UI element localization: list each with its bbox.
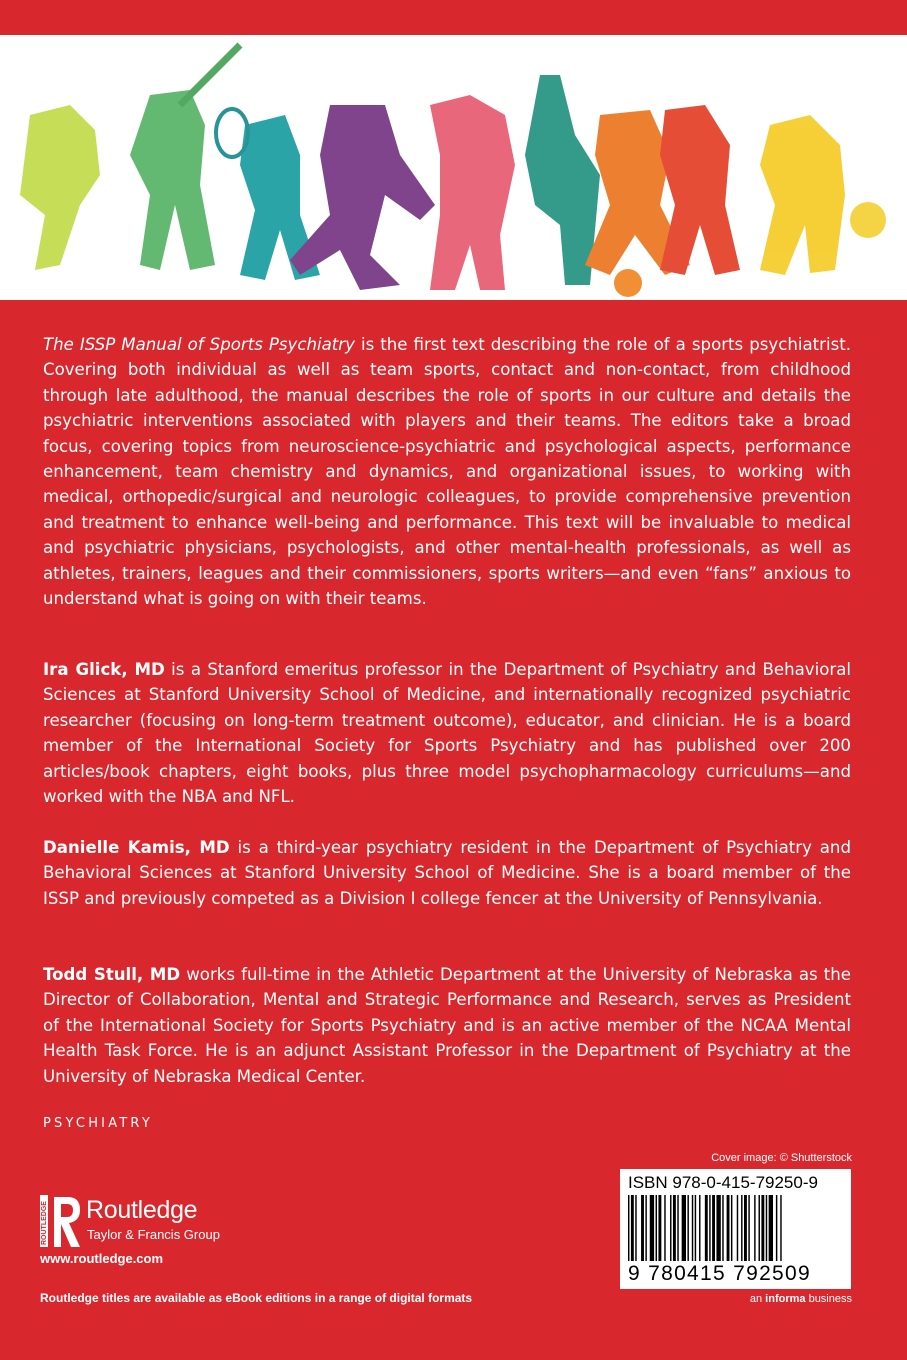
publisher-group: Taylor & Francis Group — [87, 1227, 220, 1242]
barcode-bar — [664, 1195, 665, 1261]
athletes-banner — [0, 35, 907, 300]
author-bio-stull — [43, 962, 851, 1089]
barcode-bar — [769, 1195, 773, 1261]
isbn-label: ISBN 978-0-415-79250-9 — [628, 1173, 818, 1192]
cover-image-credit: Cover image: © Shutterstock — [711, 1152, 852, 1164]
barcode-bar — [650, 1195, 654, 1261]
barcode-bar — [687, 1195, 688, 1261]
book-title: The ISSP Manual of Sports Psychiatry — [43, 335, 355, 354]
barcode-bar — [727, 1195, 730, 1261]
barcode-bar — [754, 1195, 755, 1261]
barcode-bar — [695, 1195, 696, 1261]
informa-prefix: an — [749, 1293, 766, 1305]
barcode-bar — [709, 1195, 710, 1261]
informa-brand: informa — [765, 1293, 806, 1305]
barcode-bar — [658, 1195, 661, 1261]
ebook-availability-note: Routledge titles are available as eBook editions in a range of digital formats — [40, 1291, 473, 1305]
barcode-bar — [741, 1195, 742, 1261]
barcode-bar — [731, 1195, 732, 1261]
barcode-bar — [776, 1195, 777, 1261]
book-description — [43, 332, 851, 611]
author-name: Todd Stull, MD — [43, 965, 181, 984]
barcode-bar — [716, 1195, 720, 1261]
author-bio-kamis — [43, 835, 851, 911]
author-bio-text: works full-time in the Athletic Department at the University of Nebraska as the Director of Collaboration, Mental and Strategic Performance and Research, serves as President of the International Society for Sports Psychiatry and is an active member of the NCAA Mental Health Task Force. He is an adjunct Assistant Professor in the Department of Psychiatry at the University of Nebraska Medical Center. — [43, 965, 851, 1086]
subject-category: PSYCHIATRY — [43, 1116, 153, 1131]
barcode-bar — [677, 1195, 678, 1261]
barcode-bar — [705, 1195, 708, 1261]
isbn-barcode-box — [620, 1169, 851, 1289]
athletes-silhouettes-icon — [0, 35, 907, 300]
barcode-bar — [656, 1195, 657, 1261]
author-name: Ira Glick, MD — [43, 660, 165, 679]
barcode-bar — [682, 1195, 686, 1261]
barcode-bar — [628, 1195, 629, 1261]
author-bio-text: is a Stanford emeritus professor in the Department of Psychiatry and Behavioral Sciences at Stanford University School of Medicine, and internationally recognized psychiatric researcher (focusing on long-term treatment outcome), educator, and clinician. He is a board member of the International Society for Sports Psychiatry and has published over 200 articles/book chapters, eight books, plus three model psychopharmacology curriculums—and worked with the NBA and NFL. — [43, 660, 851, 807]
author-bio-glick — [43, 657, 851, 809]
barcode-bar — [766, 1195, 767, 1261]
barcode-bar — [692, 1195, 693, 1261]
author-bio-text: is a third-year psychiatry resident in the Department of Psychiatry and Behavioral Sciences at Stanford University School of Medicine. She is a board member of the ISSP and previously competed as a Division I college fencer at the University of Pennsylvania. — [43, 838, 851, 908]
publisher-url-link[interactable]: www.routledge.com — [40, 1251, 164, 1266]
barcode-digits: 9 780415 792509 — [628, 1262, 811, 1285]
barcode-bar — [631, 1195, 634, 1261]
barcode-bar — [645, 1195, 646, 1261]
barcode-bar — [744, 1195, 747, 1261]
barcode-bar — [673, 1195, 676, 1261]
barcode-bar — [722, 1195, 723, 1261]
publisher-name: Routledge — [86, 1196, 198, 1224]
barcode-bar — [737, 1195, 738, 1261]
barcode-bar — [699, 1195, 700, 1261]
author-name: Danielle Kamis, MD — [43, 838, 230, 857]
barcode-bar — [748, 1195, 749, 1261]
barcode-bar — [759, 1195, 760, 1261]
barcode-bar — [712, 1195, 715, 1261]
logo-vertical-text: ROUTLEDGE — [41, 1201, 48, 1245]
barcode-bar — [635, 1195, 636, 1261]
description-text: is the first text describing the role of a sports psychiatrist. Covering both individual as well as team sports, contact and non-contact, from childhood through late adulthood, the manual describes the role of sports in our culture and details the psychiatric interventions associated with players and their teams. The editors take a broad focus, covering topics from neuroscience-psychiatric and psychological aspects, performance enhancement, team chemistry and dynamics, and organizational issues, to working with medical, orthopedic/surgical and neurologic colleagues, to provide comprehensive prevention and treatment to enhance well-being and performance. This text will be invaluable to medical and psychiatric physicians, psychologists, and other mental-health professionals, as well as athletes, trainers, leagues and their commissioners, sports writers—and even “fans” anxious to understand what is going on with their teams. — [43, 335, 852, 609]
informa-business-tagline — [750, 1293, 852, 1305]
barcode-icon — [626, 1195, 845, 1261]
barcode-bar — [641, 1195, 644, 1261]
informa-suffix: business — [805, 1293, 852, 1305]
barcode-bar — [780, 1195, 781, 1261]
barcode-bar — [670, 1195, 671, 1261]
barcode-bar — [761, 1195, 764, 1261]
